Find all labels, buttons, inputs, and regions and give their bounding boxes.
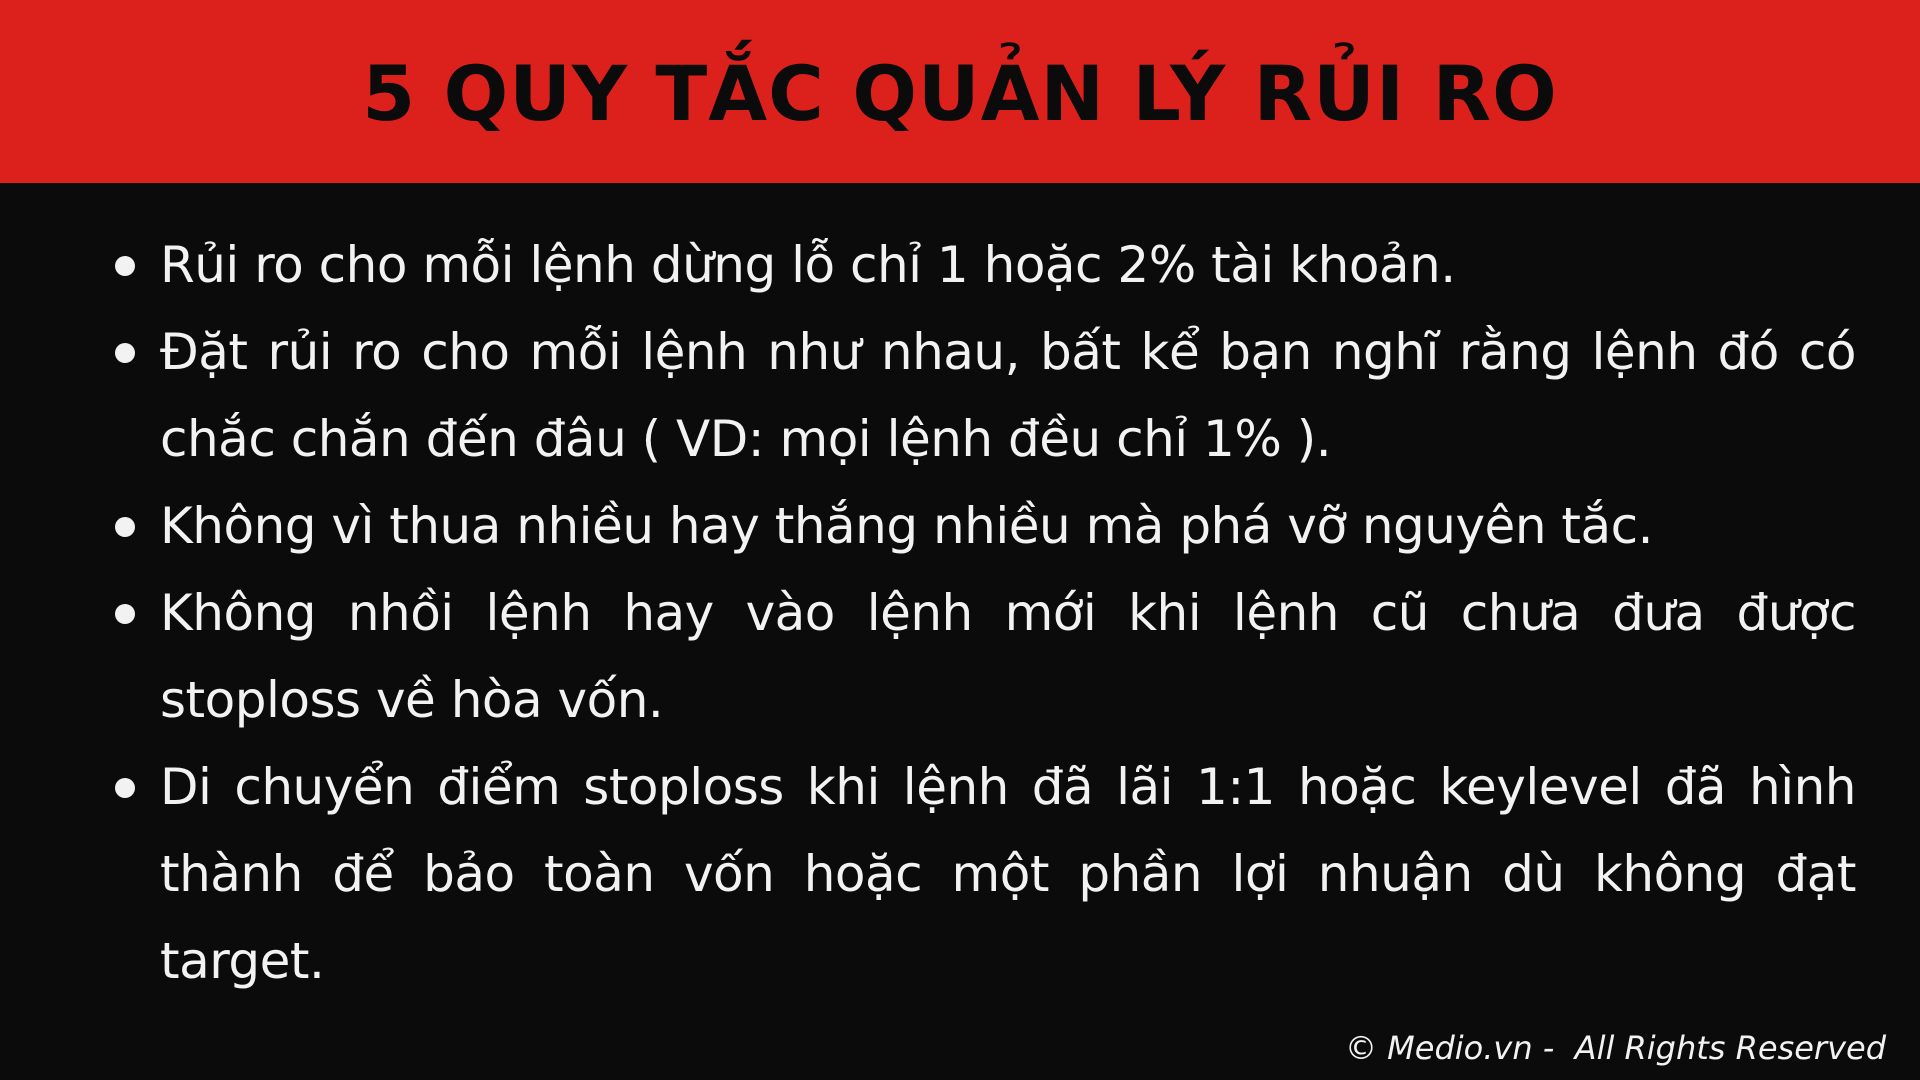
- rule-text: Không vì thua nhiều hay thắng nhiều mà phá vỡ nguyên tắc.: [160, 497, 1654, 555]
- bullet-icon: [115, 256, 135, 276]
- list-item: [160, 744, 1856, 1005]
- rule-text: Đặt rủi ro cho mỗi lệnh như nhau, bất kể bạn nghĩ rằng lệnh đó có chắc chắn đến đâu ( VD: mọi lệnh đều chỉ 1% ).: [160, 323, 1856, 468]
- rule-text: Rủi ro cho mỗi lệnh dừng lỗ chỉ 1 hoặc 2% tài khoản.: [160, 236, 1456, 294]
- list-item: [160, 222, 1856, 309]
- bullet-icon: [115, 343, 135, 363]
- list-item: [160, 570, 1856, 744]
- page-title: 5 QUY TẮC QUẢN LÝ RỦI RO: [362, 48, 1558, 138]
- header-banner: [0, 0, 1920, 183]
- bullet-icon: [115, 778, 135, 798]
- list-item: [160, 309, 1856, 483]
- bullet-icon: [115, 604, 135, 624]
- list-item: [160, 483, 1856, 570]
- rules-list: [160, 222, 1856, 1005]
- bullet-icon: [115, 517, 135, 537]
- rule-text: Không nhồi lệnh hay vào lệnh mới khi lệnh cũ chưa đưa được stoploss về hòa vốn.: [160, 584, 1856, 729]
- rule-text: Di chuyển điểm stoploss khi lệnh đã lãi 1:1 hoặc keylevel đã hình thành để bảo toàn vốn hoặc một phần lợi nhuận dù không đạt target.: [160, 758, 1856, 990]
- copyright-footer: © Medio.vn - All Rights Reserved: [1344, 1029, 1886, 1067]
